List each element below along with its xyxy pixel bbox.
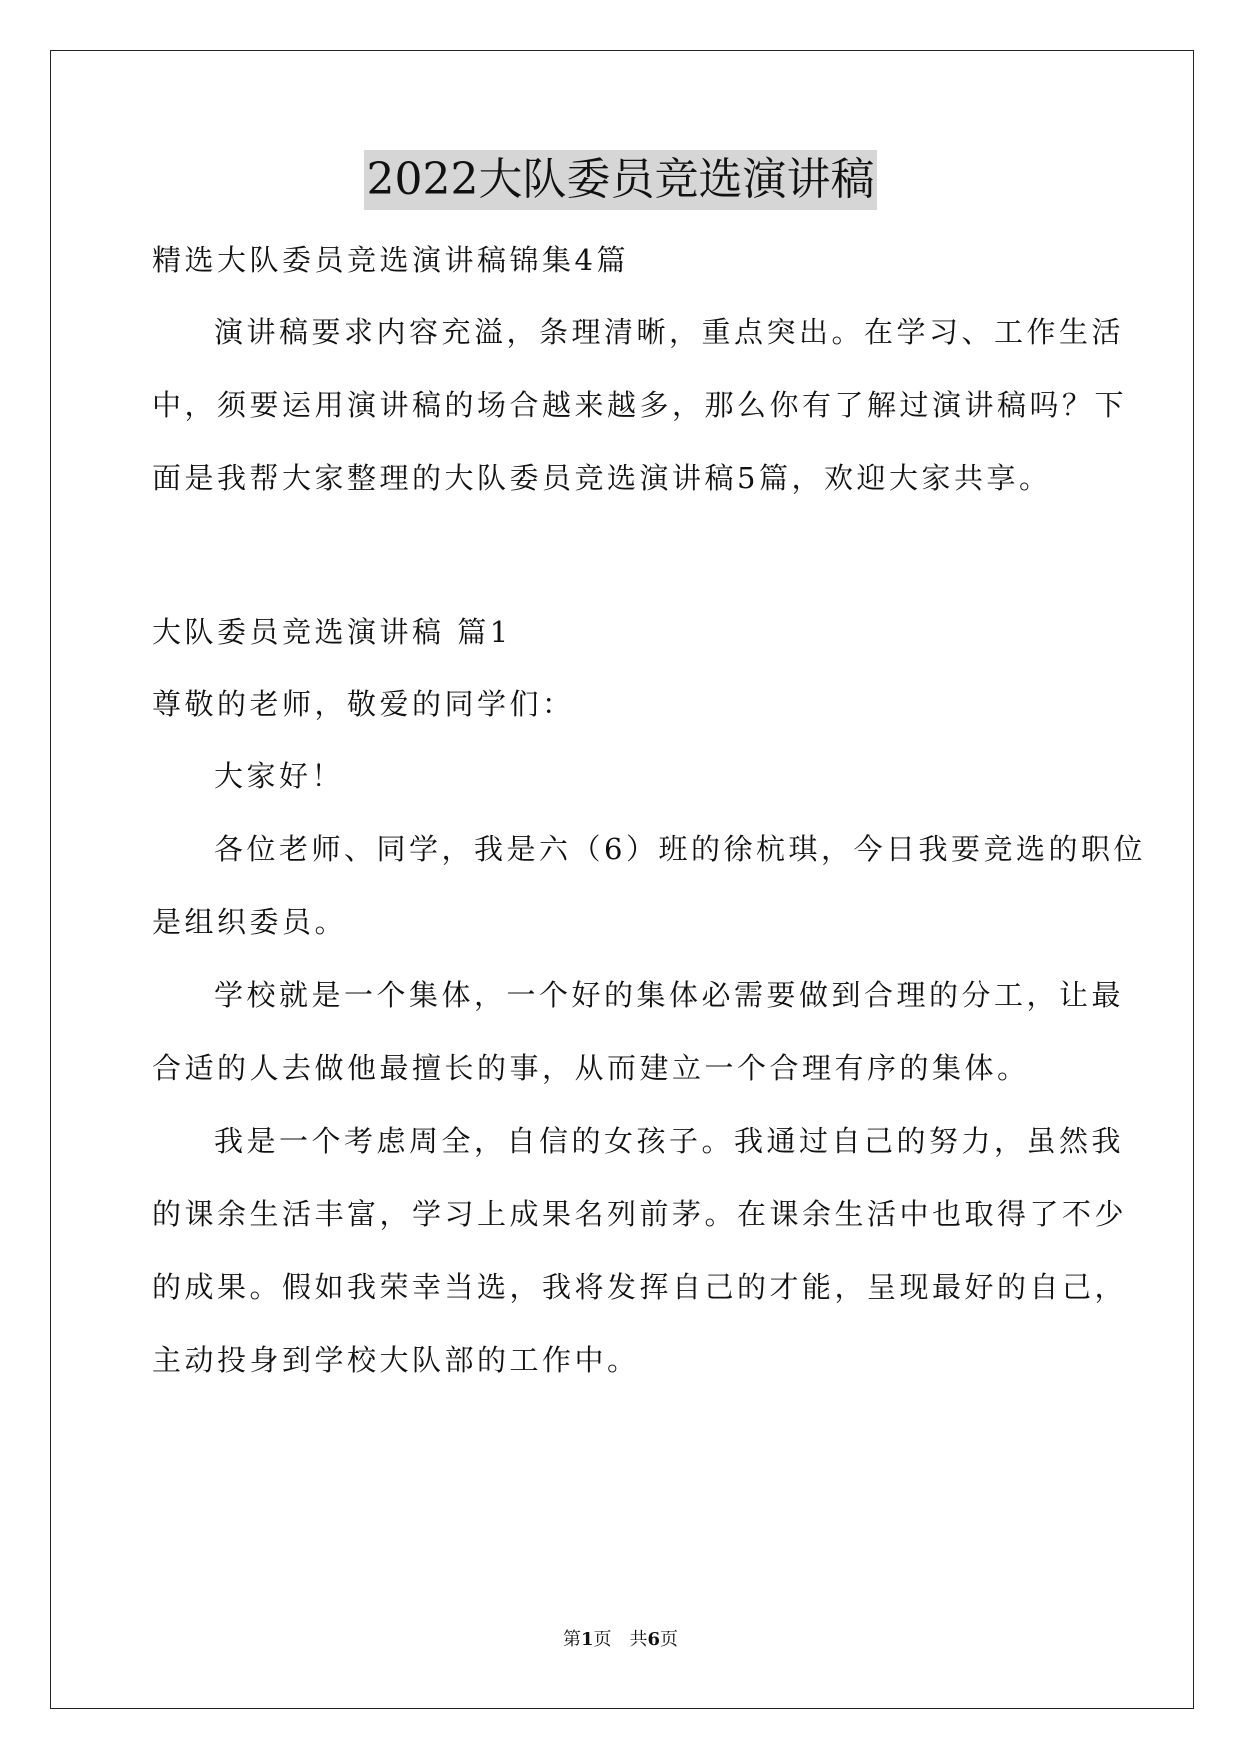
- paragraph-line: 我是一个考虑周全，自信的女孩子。我通过自己的努力，虽然我: [214, 1124, 1125, 1158]
- salutation-line: 尊敬的老师，敬爱的同学们：: [152, 687, 575, 721]
- paragraph-line: 面是我帮大家整理的大队委员竞选演讲稿5篇，欢迎大家共享。: [152, 461, 1052, 495]
- subtitle-line: 精选大队委员竞选演讲稿锦集4篇: [152, 243, 629, 277]
- page-footer: [0, 1628, 1241, 1652]
- title-container: [0, 150, 1241, 210]
- footer-total-pages: 6: [647, 1629, 661, 1650]
- section-heading: 大队委员竞选演讲稿 篇1: [152, 615, 512, 649]
- paragraph-line: 各位老师、同学，我是六（6）班的徐杭琪，今日我要竞选的职位: [214, 832, 1146, 866]
- paragraph-line: 学校就是一个集体，一个好的集体必需要做到合理的分工，让最: [214, 978, 1125, 1012]
- document-title: 2022大队委员竞选演讲稿: [364, 150, 878, 210]
- paragraph-line: 主动投身到学校大队部的工作中。: [152, 1343, 640, 1377]
- footer-page-prefix: 第: [562, 1629, 581, 1650]
- paragraph-line: 合适的人去做他最擅长的事，从而建立一个合理有序的集体。: [152, 1051, 1030, 1085]
- paragraph-line: 的成果。假如我荣幸当选，我将发挥自己的才能，呈现最好的自己，: [152, 1270, 1128, 1304]
- footer-page-mid: 页 共: [593, 1629, 648, 1650]
- paragraph-line: 中，须要运用演讲稿的场合越来越多，那么你有了解过演讲稿吗？下: [152, 388, 1128, 422]
- paragraph-line: 是组织委员。: [152, 905, 348, 939]
- paragraph-line: 演讲稿要求内容充溢，条理清晰，重点突出。在学习、工作生活: [214, 315, 1125, 349]
- page-border: [50, 50, 1194, 1709]
- greeting-line: 大家好！: [214, 759, 345, 793]
- footer-page-suffix: 页: [660, 1629, 679, 1650]
- paragraph-line: 的课余生活丰富，学习上成果名列前茅。在课余生活中也取得了不少: [152, 1197, 1128, 1231]
- footer-current-page: 1: [580, 1629, 594, 1650]
